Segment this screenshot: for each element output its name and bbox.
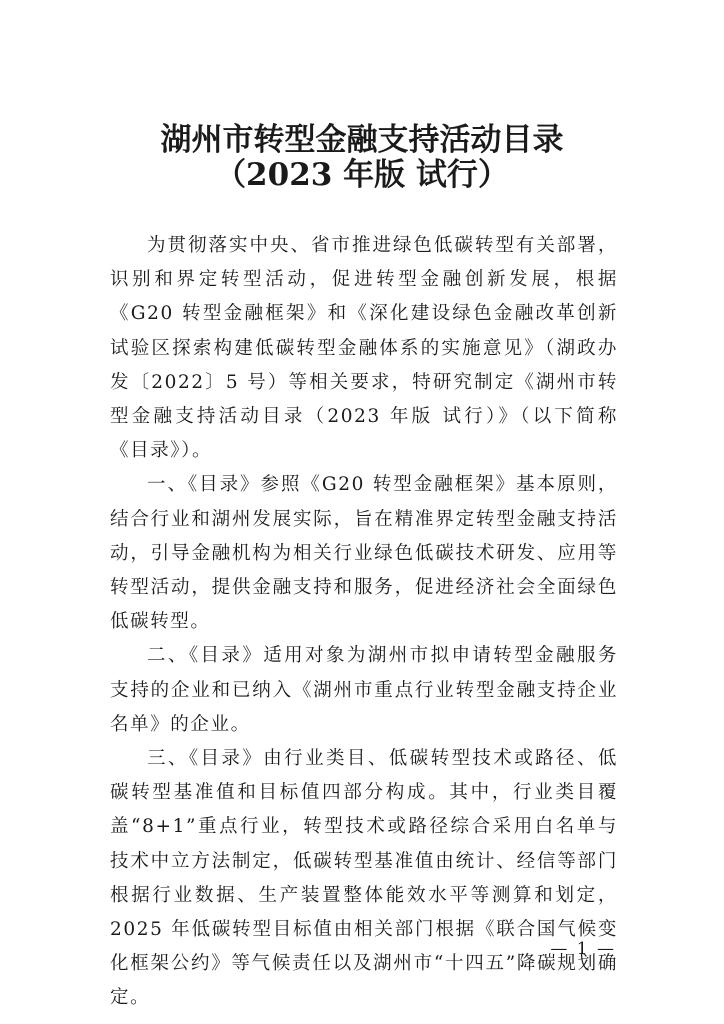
paragraph-item-3: 三、《目录》由行业类目、低碳转型技术或路径、低碳转型基准值和目标值四部分构成。其中，行业类目覆盖“8+1”重点行业，转型技术或路径综合采用白名单与技术中立方法制定，低碳转型基准值由统计、经信等部门根据行业数据、生产装置整体能效水平等测算和划定，2025 年低碳转型目标值由相关部门根据《联合国气候变化框架公约》等气候责任以及湖州市“十四五”降碳规划确定。 bbox=[110, 748, 618, 1009]
document-subtitle: （2023 年版 试行） bbox=[215, 157, 509, 193]
paragraph-item-2: 二、《目录》适用对象为湖州市拟申请转型金融服务支持的企业和已纳入《湖州市重点行业转型金融支持企业名单》的企业。 bbox=[110, 645, 618, 735]
page-number: — 1 — bbox=[550, 939, 616, 959]
paragraph-item-1: 一、《目录》参照《G20 转型金融框架》基本原则，结合行业和湖州发展实际，旨在精准界定转型金融支持活动，引导金融机构为相关行业绿色低碳技术研发、应用等转型活动，提供金融支持和服务，促进经济社会全面绿色低碳转型。 bbox=[110, 474, 618, 633]
document-body bbox=[110, 229, 618, 1016]
paragraph-intro: 为贯彻落实中央、省市推进绿色低碳转型有关部署，识别和界定转型活动，促进转型金融创新发展，根据《G20 转型金融框架》和《深化建设绿色金融改革创新试验区探索构建低碳转型金融体系的实施意见》（湖政办发〔2022〕5 号）等相关要求，特研究制定《湖州市转型金融支持活动目录（2023 年版 试行）》（以下简称《目录》）。 bbox=[110, 235, 618, 462]
document-title: 湖州市转型金融支持活动目录 bbox=[160, 122, 564, 158]
